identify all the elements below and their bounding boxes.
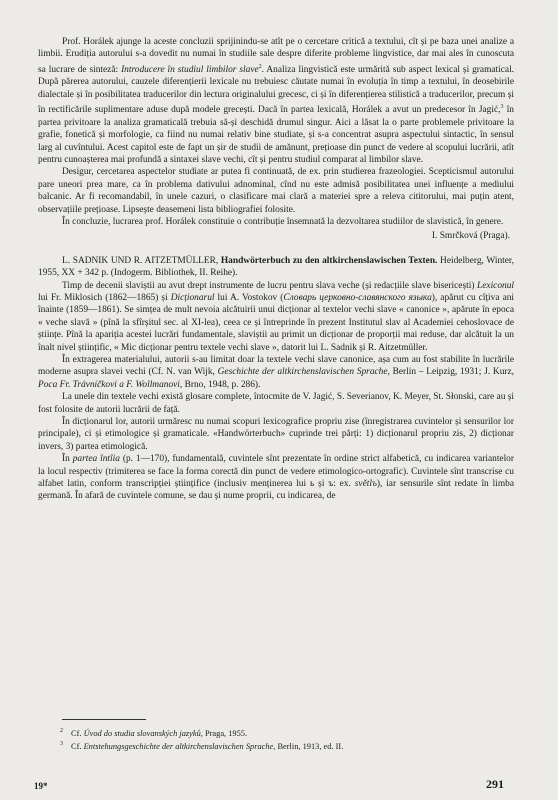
- paragraph: La unele din textele vechi există glosare complete, întocmite de V. Jagić, S. Severianov, K. Meyer, St. Słonski, care au și fost folosite de autorii lucrării de față.: [38, 392, 514, 415]
- italic-title: Entstehungsgeschichte der altkirchenslavischen Sprache: [83, 741, 274, 751]
- text: În extragerea materialului, autorii s-au limitat doar la textele vechi slave canonice, așa cum au fost stabilite în lucrările moderne asupra slavei vechi (Cf. N. van Wijk,: [38, 355, 514, 378]
- paragraph: [38, 36, 514, 166]
- review-authors: L. SADNIK UND R. AITZETMÜLLER,: [62, 255, 219, 266]
- main-text: [38, 36, 514, 503]
- italic-title: Úvod do studia slovanských jazyků: [83, 728, 201, 738]
- text: lui A. Vostokov (: [214, 292, 284, 303]
- footnote-number: 2: [60, 728, 63, 734]
- footnote-number: 3: [60, 740, 63, 747]
- review-title: Handwörterbuch zu den altkirchenslawischen Texten.: [220, 255, 438, 266]
- footnote-ref: 3: [500, 104, 504, 111]
- paragraph: Desigur, cercetarea aspectelor studiate ar putea fi continuată, de ex. prin studierea frazeologiei. Scepticismul autorului pare uneori prea mare, ca în problema dativului adnominal, cînd nu este admisă posibilitatea unei influențe a mediului balcanic. Ar fi recomandabil, în unele cazuri, o clasificare mai clară a materiei spre a releva cititorului, mai puțin atent, observațiile prețioase. Lipsește deasemeni lista bibliografiei folosite.: [38, 167, 514, 215]
- paragraph: În dicționarul lor, autorii urmăresc nu numai scopuri lexicografice propriu zise (înregistrarea cuvintelor și sensurilor lor principale), ci și etimologice și gramaticale. «Handwörterbuch» cuprinde trei părți: 1) dicționarul propriu zis, 2) dicționar invers, 3) partea etimologică.: [38, 417, 514, 452]
- paragraph: [38, 453, 514, 503]
- text: Cf.: [71, 728, 84, 738]
- review-publication: Heidelberg, Winter, 1955, XX + 342 p. (Indogerm. Bibliothek, II. Reihe).: [38, 255, 514, 279]
- text: , Brno, 1948, p. 286).: [179, 379, 261, 390]
- paragraph: [38, 354, 514, 391]
- text: Timp de decenii slaviștii au avut drept instrumente de lucru pentru slava veche (și redacțiile slave bisericești): [62, 280, 475, 291]
- footnote: [60, 726, 514, 739]
- text: Cf.: [71, 741, 84, 751]
- text: ), apărut cu cîțiva ani înainte (1859—1861). Se simțea de mult nevoia alcătuirii unui dicționar al textelor vechi slave « canonice », apărute în epoca « veche slavă » (pînă la sfîrșitul sec. al XI-lea), ceea ce și întreprinde în prezent Institutul slav al Academiei cehoslovace de științe. Pînă la apariția acestei lucrări fundamentale, slaviștii au primit un dicționar de proporții mai reduse, dar alcătuit la un înalt nivel științific, « Mic dicționar pentru textele vechi slave », datorit lui L. Sadnik și R. Aitzetmüller.: [38, 292, 515, 353]
- text: În: [62, 454, 70, 465]
- signature-mark: 19*: [34, 781, 48, 791]
- reviewer-signature: I. Smrčková (Praga).: [431, 231, 510, 242]
- text: în partea privitoare la analiza gramaticală trebuia să-și deschidă drumul singur. Aici a lăsat la o parte problemele privitoare la grafie, fonetică și morfologie, ca fiind nu numai relativ bine studiate, și s-a concentrat asupra aspectului sintactic, în sensul larg al cuvîntului. Acest capitol este de fapt un șir de studii de amănunt, prețioase din punct de vedere al scopului lucrării, atît pentru cunoașterea mai profundă a sintaxei slave vechi, cît și pentru studiul comparat al limbilor slave.: [38, 105, 514, 165]
- italic-example: světlъ: [354, 479, 377, 490]
- text: (p. 1—170), fundamentală, cuvintele sînt prezentate în ordine strict alfabetică, cu indicarea variantelor la locul respectiv (trimiterea se face la forma corectă din punct de vedere etimologico-ortografic). Cuvintele sînt transcrise cu alfabet latin, conform transcripției științifice (inclusiv menținerea lui ь și ъ: ex.: [38, 454, 514, 490]
- italic-title: Lexiconul: [477, 280, 515, 291]
- italic-title: Dicționarul: [170, 292, 215, 303]
- review-heading: [38, 255, 514, 280]
- italic-title: Poca Fr. Trávníčkovi a F. Wollmanovi: [38, 379, 180, 390]
- page-number: 291: [486, 777, 504, 791]
- text: , Praga, 1955.: [200, 728, 248, 738]
- paragraph: În concluzie, lucrarea prof. Horálek constituie o contribuție însemnată la dezvoltarea studiilor de slavistică, în genere.: [62, 216, 504, 227]
- text: , Berlin, 1913, ed. II.: [273, 741, 344, 751]
- italic-title: Introducere în studiul limbilor slave: [121, 64, 259, 75]
- footnote-divider: [62, 719, 146, 720]
- footnote: [60, 739, 514, 752]
- italic-phrase: partea întîia: [72, 454, 120, 465]
- text: lui Fr. Miklosich (1862—1865) și: [38, 292, 168, 303]
- text: . Analiza lingvistică este urmărită sub aspect lexical și gramatical. După părerea autorului, cauzele diferențierii lexicale nu trebuiesc căutate numai în evoluția în timp a textului, în deosebirile dialectale și în posibilitatea traducerilor din lectura originalului grecesc, ci și în diferențierea stilistică a traducerilor, precum și în rectificările suplimentare aduse după modele grecești. Dacă în partea lexicală, Horálek a avut un predecesor în Jagić,: [38, 64, 515, 116]
- text: ), iar sensurile sînt redate în limba germană. În afară de cuvintele comune, se dau și nume proprii, cu indicarea, de: [38, 479, 514, 502]
- paragraph: [38, 280, 514, 354]
- italic-title: Geschichte der altkirchenslavischen Sprache: [217, 367, 388, 378]
- text: , Berlin – Leipzig, 1931; J. Kurz,: [387, 367, 515, 378]
- footnotes: [60, 726, 514, 752]
- cyrillic-title: Словарь церковно-славянского языка: [283, 292, 432, 303]
- footnote-ref: 2: [258, 63, 262, 70]
- text: Prof. Horálek ajunge la aceste concluzii sprijinindu-se atît pe o cercetare critică a textului, cît și pe baza unei analize a limbii. Erudiția autorului s-a dovedit nu numai în studiile sale despre diferite probleme lingvistice, dar mai ales în cunoscuta sa lucrare de sinteză:: [38, 37, 514, 75]
